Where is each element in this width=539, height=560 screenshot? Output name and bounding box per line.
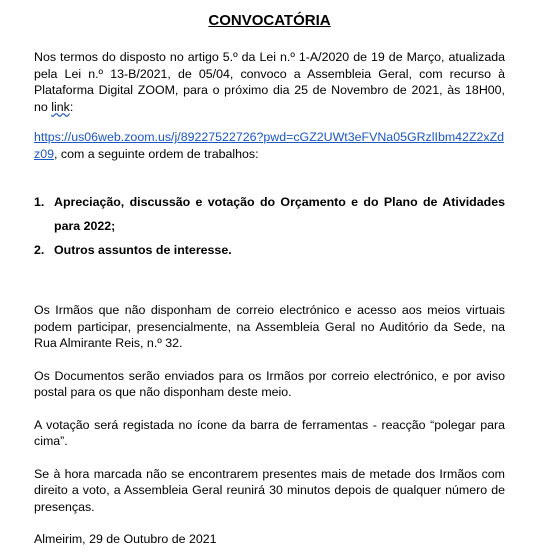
document-page [34,10,505,548]
paragraph-in-person-participation: Os Irmãos que não disponham de correio electrónico e acesso aos meios virtuais podem participar, presencialmente, na Assembleia Geral no Auditório da Sede, na Rua Almirante Reis, n.º 32. [34,303,505,350]
agenda-item-number: 2. [34,243,45,257]
intro-colon: : [69,99,74,114]
intro-link-word: link [51,99,70,114]
agenda-intro-text: , com a seguinte ordem de trabalhos: [53,146,259,161]
document-title: CONVOCATÓRIA [208,12,331,29]
intro-text: Nos termos do disposto no artigo 5.º da Lei n.º 1-A/2020 de 19 de Março, atualizada pela Lei n.º 13-B/2021, de 05/04, convoco a Assembleia Geral, com recurso à Plataforma Digital ZOOM, para o próximo dia 25 de Novembro de 2021, às 18H00, no [34,50,505,114]
place-and-date: Almeirim, 29 de Outubro de 2021 [34,532,217,546]
agenda-list [34,190,505,262]
agenda-item-text: Apreciação, discussão e votação do Orçamento e do Plano de Atividades para 2022; [54,195,505,233]
agenda-item [34,190,505,238]
paragraph-documents: Os Documentos serão enviados para os Irmãos por correio electrónico, e por aviso postal para os que não disponham deste meio. [34,368,505,399]
paragraph-voting: A votação será registada no ícone da barra de ferramentas - reacção “polegar para cima”. [34,417,505,448]
agenda-item-text: Outros assuntos de interesse. [54,243,232,257]
intro-paragraph [34,49,505,115]
zoom-meeting-link[interactable]: https://us06web.zoom.us/j/89227522726?pwd=cGZ2UWt3eFVNa05GRzlIbm42Z2xZdz09 [34,130,505,161]
agenda-item [34,238,505,262]
paragraph-quorum: Se à hora marcada não se encontrarem presentes mais de metade dos Irmãos com direito a voto, a Assembleia Geral reunirá 30 minutos depois de qualquer número de presenças. [34,466,505,514]
link-paragraph [34,129,505,162]
agenda-item-number: 1. [34,195,45,209]
